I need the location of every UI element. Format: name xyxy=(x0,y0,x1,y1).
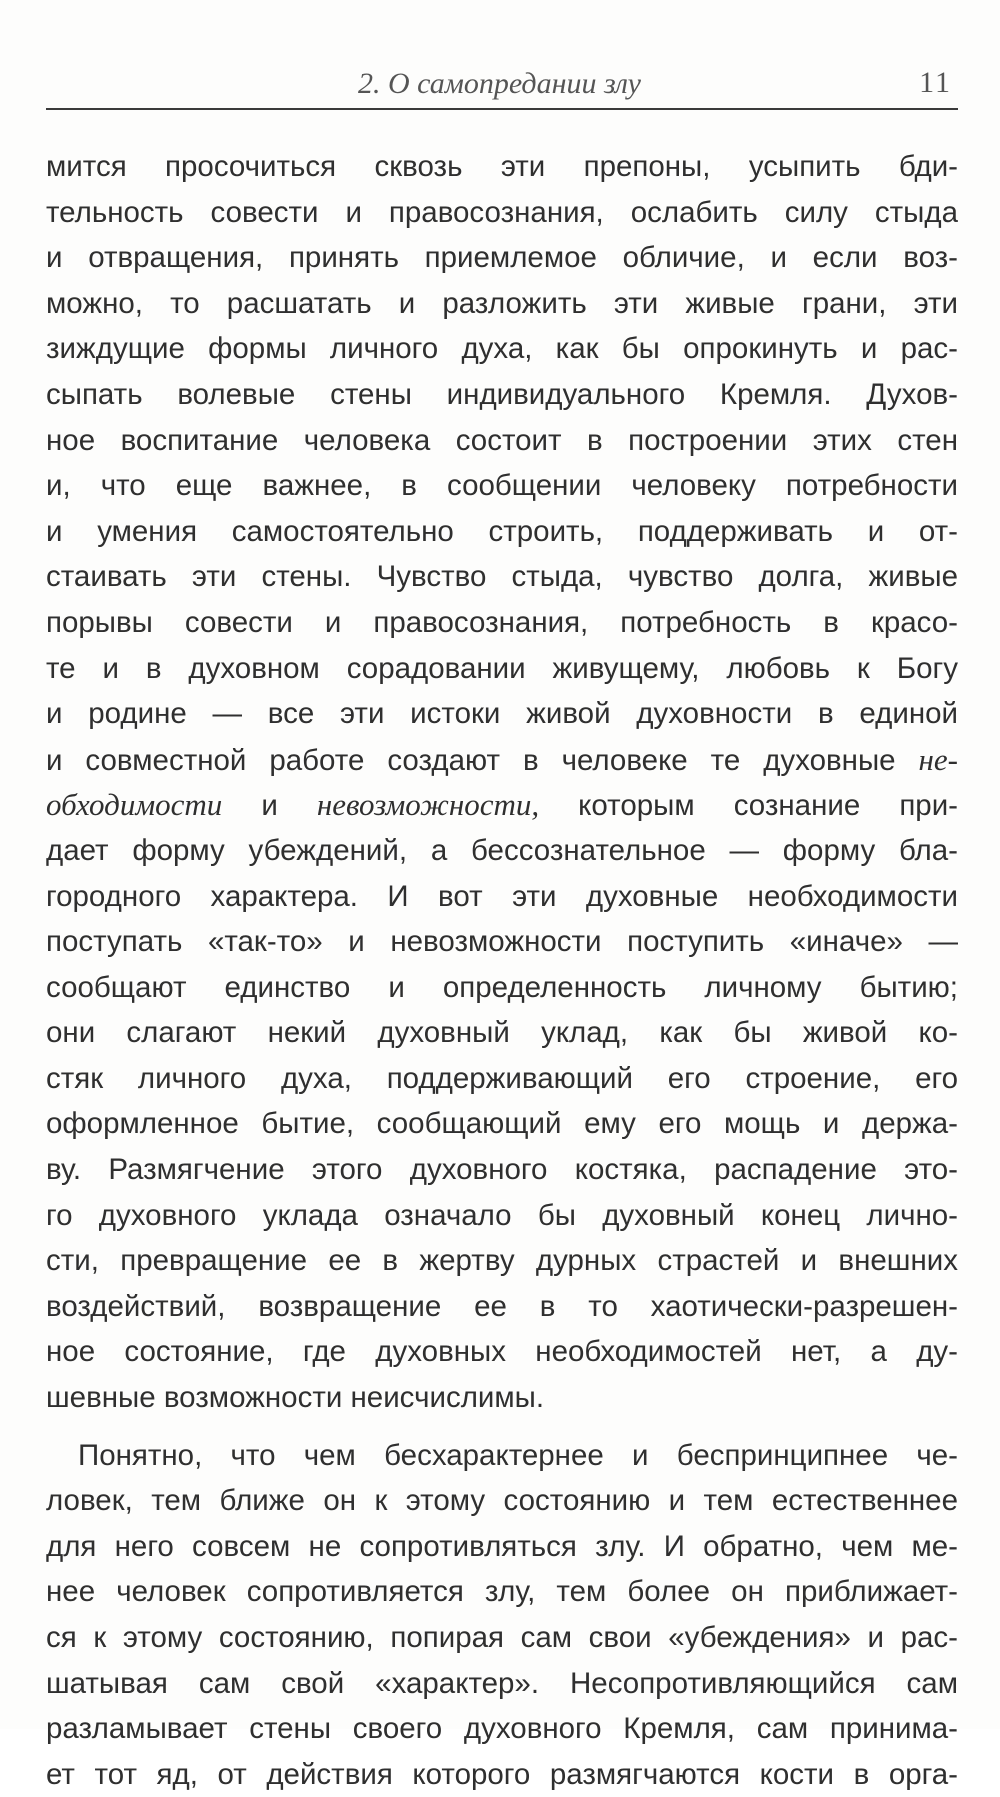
text-span: и xyxy=(222,789,317,823)
italic-term: невозможности, xyxy=(316,787,540,823)
text-line: и умения самостоятельно строить, поддерживать и от- xyxy=(46,514,958,548)
text-line: го духовного уклада означало бы духовный конец лично- xyxy=(46,1198,958,1232)
text-line: для него совсем не сопротивляться злу. И обратно, чем ме- xyxy=(46,1529,958,1563)
text-line: шевные возможности неисчислимы. xyxy=(46,1381,545,1415)
text-line: тельность совести и правосознания, ослабить силу стыда xyxy=(46,195,958,229)
body-text xyxy=(46,144,958,1797)
text-line: дает форму убеждений, а бессознательное — форму бла- xyxy=(46,833,958,867)
text-span: которым сознание при- xyxy=(539,789,958,823)
text-line: сти, превращение ее в жертву дурных страстей и внешних xyxy=(46,1244,958,1278)
text-line: поступать «так-то» и невозможности поступить «иначе» — xyxy=(46,925,958,959)
text-line: те и в духовном сорадовании живущему, любовь к Богу xyxy=(46,651,958,685)
text-line: мится просочиться сквозь эти препоны, усыпить бди- xyxy=(46,150,958,183)
text-line: нее человек сопротивляется злу, тем более он приближает- xyxy=(46,1575,958,1609)
text-line: стаивать эти стены. Чувство стыда, чувство долга, живые xyxy=(46,560,958,594)
text-line: они слагают некий духовный уклад, как бы живой ко- xyxy=(46,1016,958,1050)
paragraph-2 xyxy=(46,1433,958,1797)
text-line: ет тот яд, от действия которого размягчаются кости в орга- xyxy=(46,1757,958,1791)
text-line: разламывает стены своего духовного Кремля, сам принима- xyxy=(46,1712,958,1746)
text-line: ся к этому состоянию, попирая сам свои «убеждения» и рас- xyxy=(46,1621,958,1654)
text-line: ное состояние, где духовных необходимостей нет, а ду- xyxy=(46,1335,958,1369)
running-title: 2. О самопредании злу xyxy=(358,67,641,100)
text-line: оформленное бытие, сообщающий ему его мощь и держа- xyxy=(46,1107,958,1141)
text-line: воздействий, возвращение ее в то хаотически-разрешен- xyxy=(46,1289,958,1323)
text-span: и совместной работе создают в человеке те духовные xyxy=(46,743,919,777)
text-line: и, что еще важнее, в сообщении человеку потребности xyxy=(46,469,958,503)
text-line: можно, то расшатать и разложить эти живые грани, эти xyxy=(46,286,958,320)
text-line: и отвращения, принять приемлемое обличие, и если воз- xyxy=(46,241,958,275)
paragraph-gap xyxy=(46,1421,958,1433)
text-line: стяк личного духа, поддерживающий его строение, его xyxy=(46,1061,958,1095)
page-header xyxy=(46,64,958,110)
text-line: шатывая сам свой «характер». Несопротивляющийся сам xyxy=(46,1666,958,1700)
page-number: 11 xyxy=(919,66,952,99)
italic-term: обходимости xyxy=(46,787,223,823)
text-line: сообщают единство и определенность личному бытию; xyxy=(46,970,958,1004)
text-line: ное воспитание человека состоит в построении этих стен xyxy=(46,423,958,457)
text-line: ловек, тем ближе он к этому состоянию и тем естественнее xyxy=(46,1484,958,1518)
italic-term: не- xyxy=(918,741,958,777)
text-line: Понятно, что чем бесхарактернее и беспринципнее че- xyxy=(78,1438,958,1472)
text-line: городного характера. И вот эти духовные необходимости xyxy=(46,879,958,913)
text-line: ву. Размягчение этого духовного костяка, распадение это- xyxy=(46,1153,958,1187)
paragraph-1 xyxy=(46,144,958,1421)
text-line-with-italic xyxy=(46,737,958,783)
text-line: и родине — все эти истоки живой духовности в единой xyxy=(46,697,958,731)
text-line: порывы совести и правосознания, потребность в красо- xyxy=(46,605,958,639)
text-line: зиждущие формы личного духа, как бы опрокинуть и рас- xyxy=(46,332,958,366)
text-line-with-italic xyxy=(46,782,958,828)
text-line: сыпать волевые стены индивидуального Кремля. Духов- xyxy=(46,377,958,411)
